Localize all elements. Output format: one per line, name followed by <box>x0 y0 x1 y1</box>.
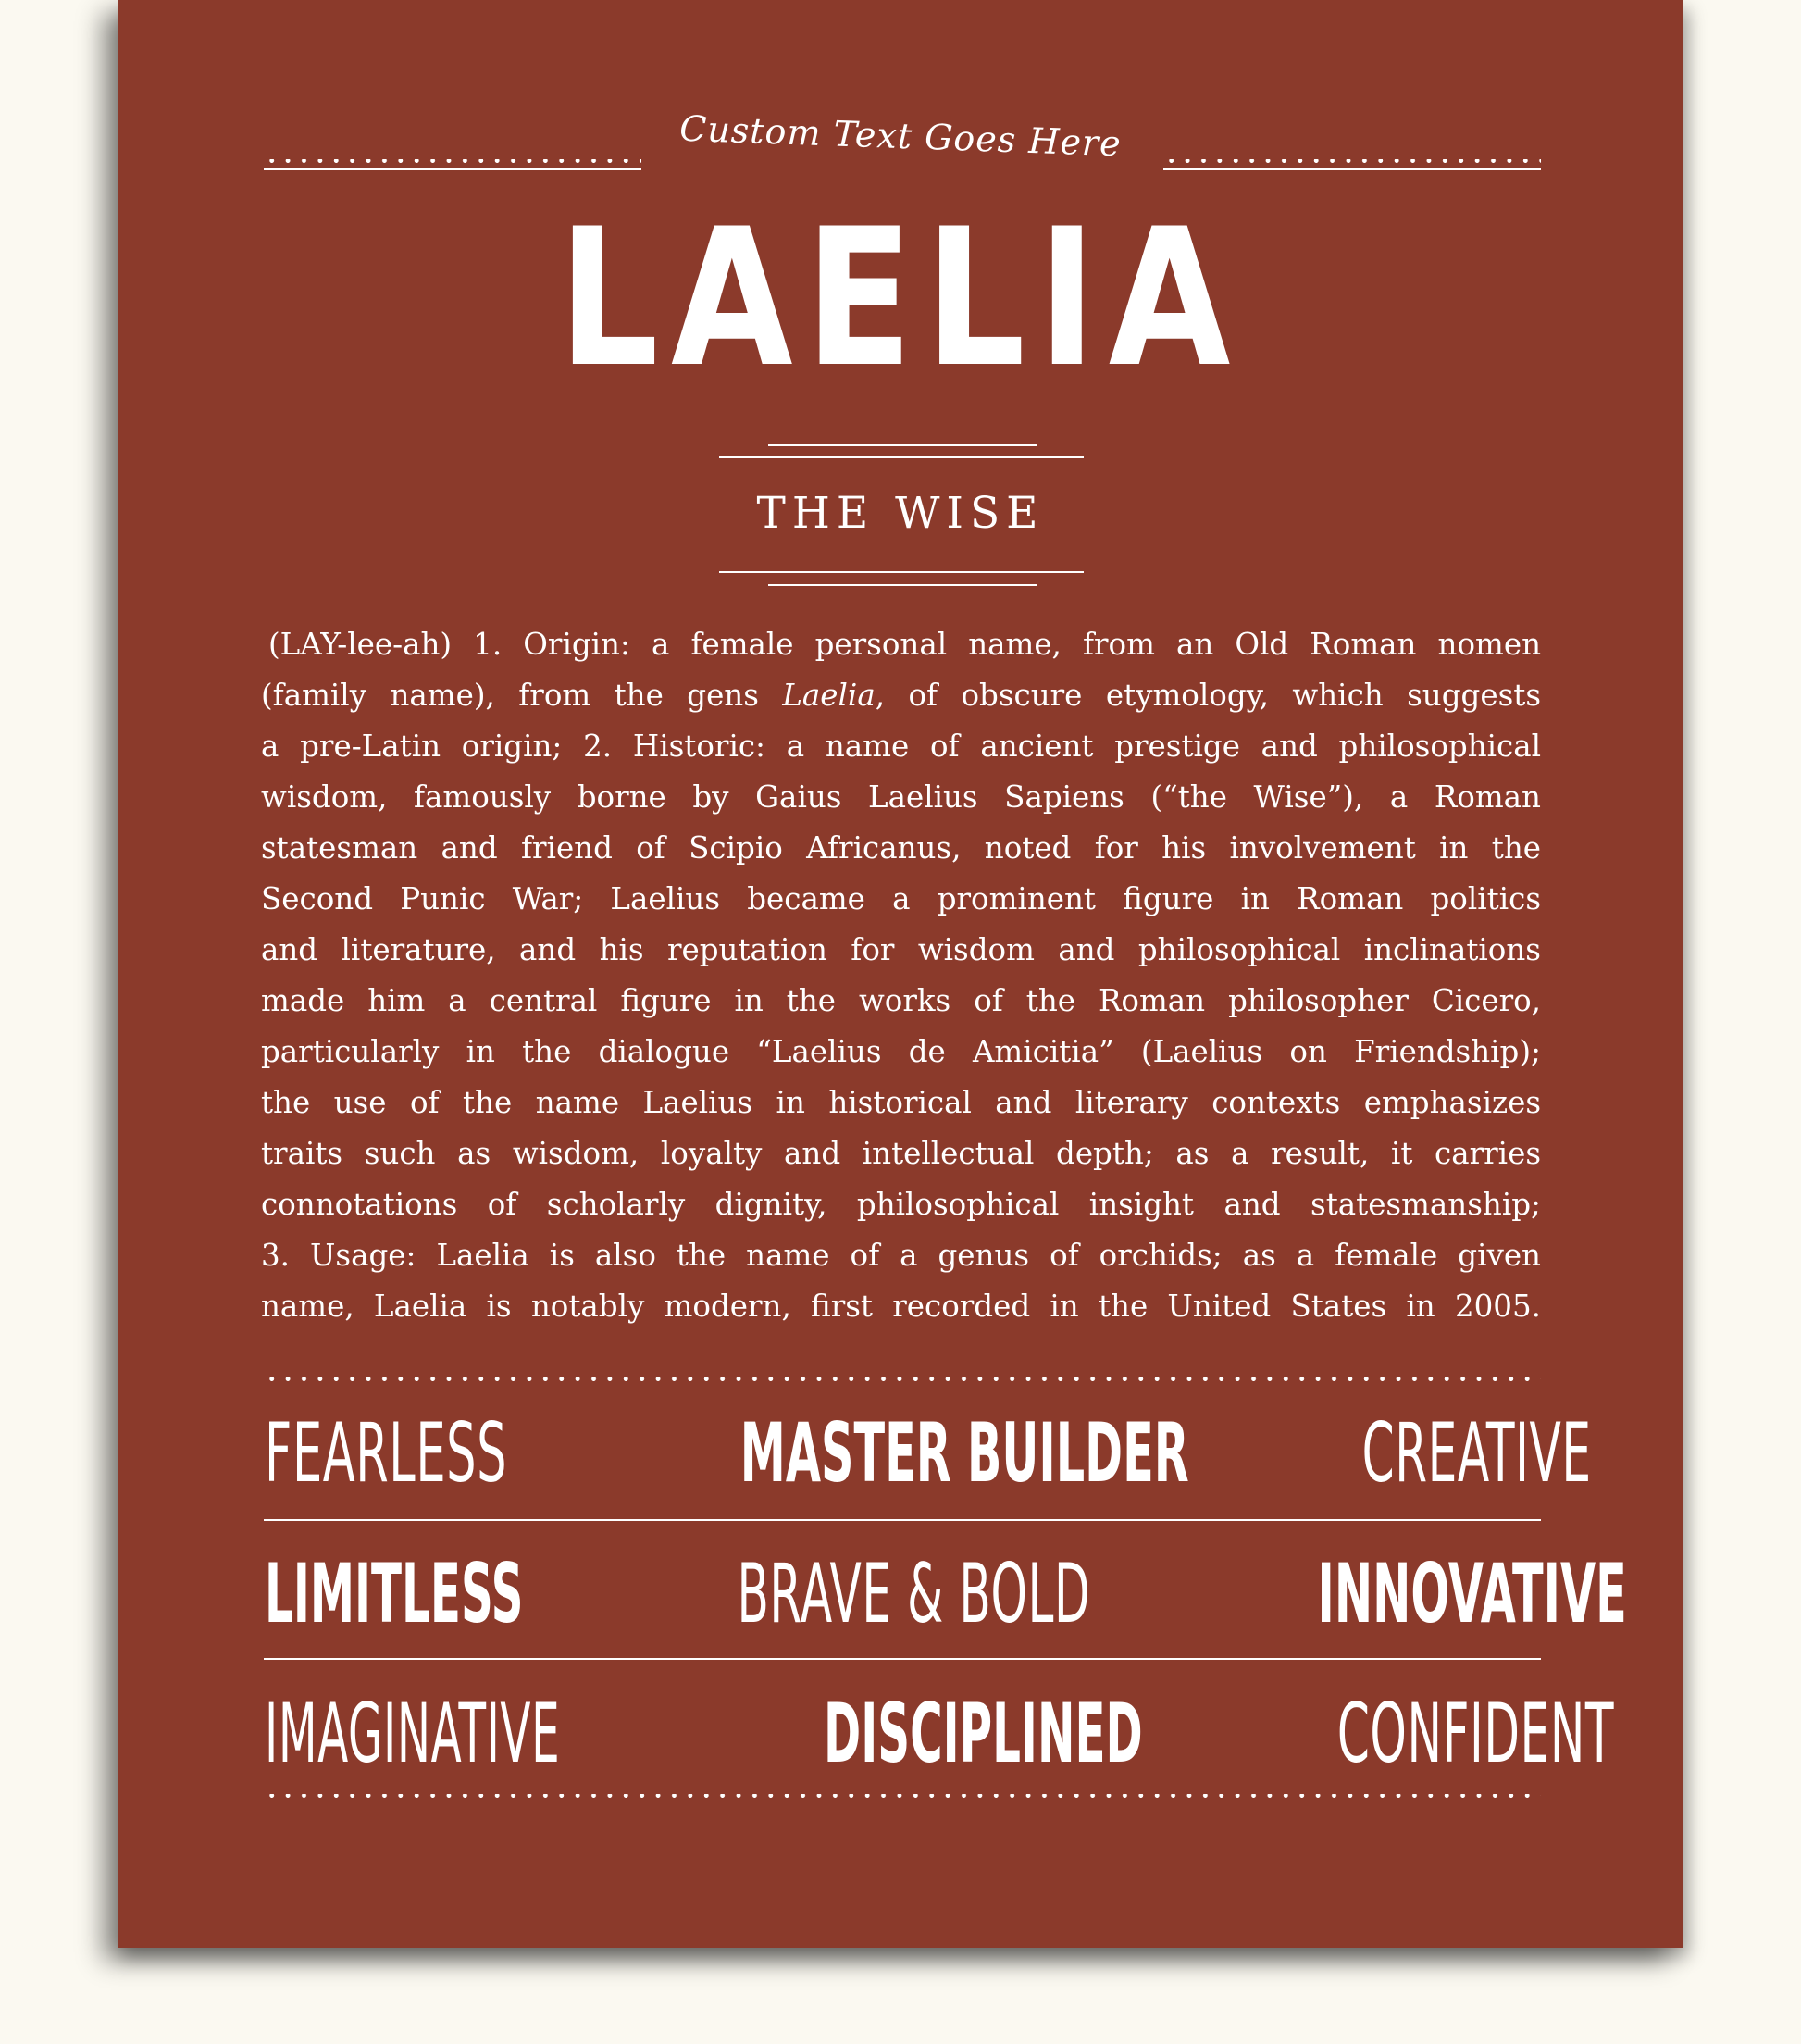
definition-line: statesman and friend of Scipio Africanus, noted for his involvement in the <box>261 830 1541 866</box>
top-left-dotted-rule <box>264 159 641 163</box>
poster-name: LAELIA <box>558 189 1243 409</box>
trait-divider <box>264 1519 1541 1521</box>
definition-line: the use of the name Laelius in historical and literary contexts emphasizes <box>261 1085 1541 1120</box>
subtitle-rule-top-short <box>768 444 1037 446</box>
trait-word: FEARLESS <box>265 1405 508 1501</box>
definition-line: Second Punic War; Laelius became a prominent figure in Roman politics <box>261 881 1541 916</box>
traits-top-dotted-rule <box>264 1377 1541 1381</box>
subtitle-rule-bottom-short <box>768 584 1037 586</box>
definition-line: traits such as wisdom, loyalty and intellectual depth; as a result, it carries <box>261 1136 1541 1171</box>
definition-line: made him a central figure in the works of the Roman philosopher Cicero, <box>261 983 1541 1018</box>
traits-bottom-dotted-rule <box>264 1794 1541 1798</box>
trait-word: IMAGINATIVE <box>265 1686 561 1781</box>
trait-word: LIMITLESS <box>265 1546 524 1641</box>
definition-line: (LAY-lee-ah) 1. Origin: a female personal name, from an Old Roman nomen <box>268 627 1541 662</box>
top-left-underline <box>264 168 641 170</box>
name-poster <box>118 0 1683 1948</box>
name-definition <box>261 619 1541 1332</box>
trait-word: BRAVE & BOLD <box>736 1546 1090 1641</box>
subtitle-rule-bottom-long <box>719 571 1084 573</box>
definition-line: particularly in the dialogue “Laelius de Amicitia” (Laelius on Friendship); <box>261 1034 1541 1069</box>
definition-line: and literature, and his reputation for wisdom and philosophical inclinations <box>261 932 1541 967</box>
subtitle-rule-top-long <box>719 456 1084 458</box>
trait-word: CONFIDENT <box>1336 1686 1615 1781</box>
trait-word: MASTER BUILDER <box>739 1405 1189 1501</box>
definition-line: a pre-Latin origin; 2. Historic: a name of ancient prestige and philosophical <box>261 729 1541 764</box>
custom-text: Custom Text Goes Here <box>678 107 1123 165</box>
trait-row-3 <box>265 1683 1615 1785</box>
trait-divider <box>264 1658 1541 1660</box>
trait-word: DISCIPLINED <box>824 1686 1143 1781</box>
definition-line: (family name), from the gens Laelia, of obscure etymology, which suggests <box>261 678 1541 713</box>
trait-row-2 <box>265 1543 1627 1645</box>
trait-word: CREATIVE <box>1361 1405 1592 1501</box>
definition-line: connotations of scholarly dignity, philosophical insight and statesmanship; <box>261 1187 1541 1222</box>
trait-row-1 <box>265 1402 1592 1504</box>
definition-line: wisdom, famously borne by Gaius Laelius Sapiens (“the Wise”), a Roman <box>261 779 1541 815</box>
trait-word: INNOVATIVE <box>1317 1546 1627 1641</box>
subtitle: THE WISE <box>756 488 1045 539</box>
definition-line: 3. Usage: Laelia is also the name of a genus of orchids; as a female given <box>261 1238 1541 1273</box>
definition-line: name, Laelia is notably modern, first recorded in the United States in 2005. <box>261 1289 1541 1324</box>
